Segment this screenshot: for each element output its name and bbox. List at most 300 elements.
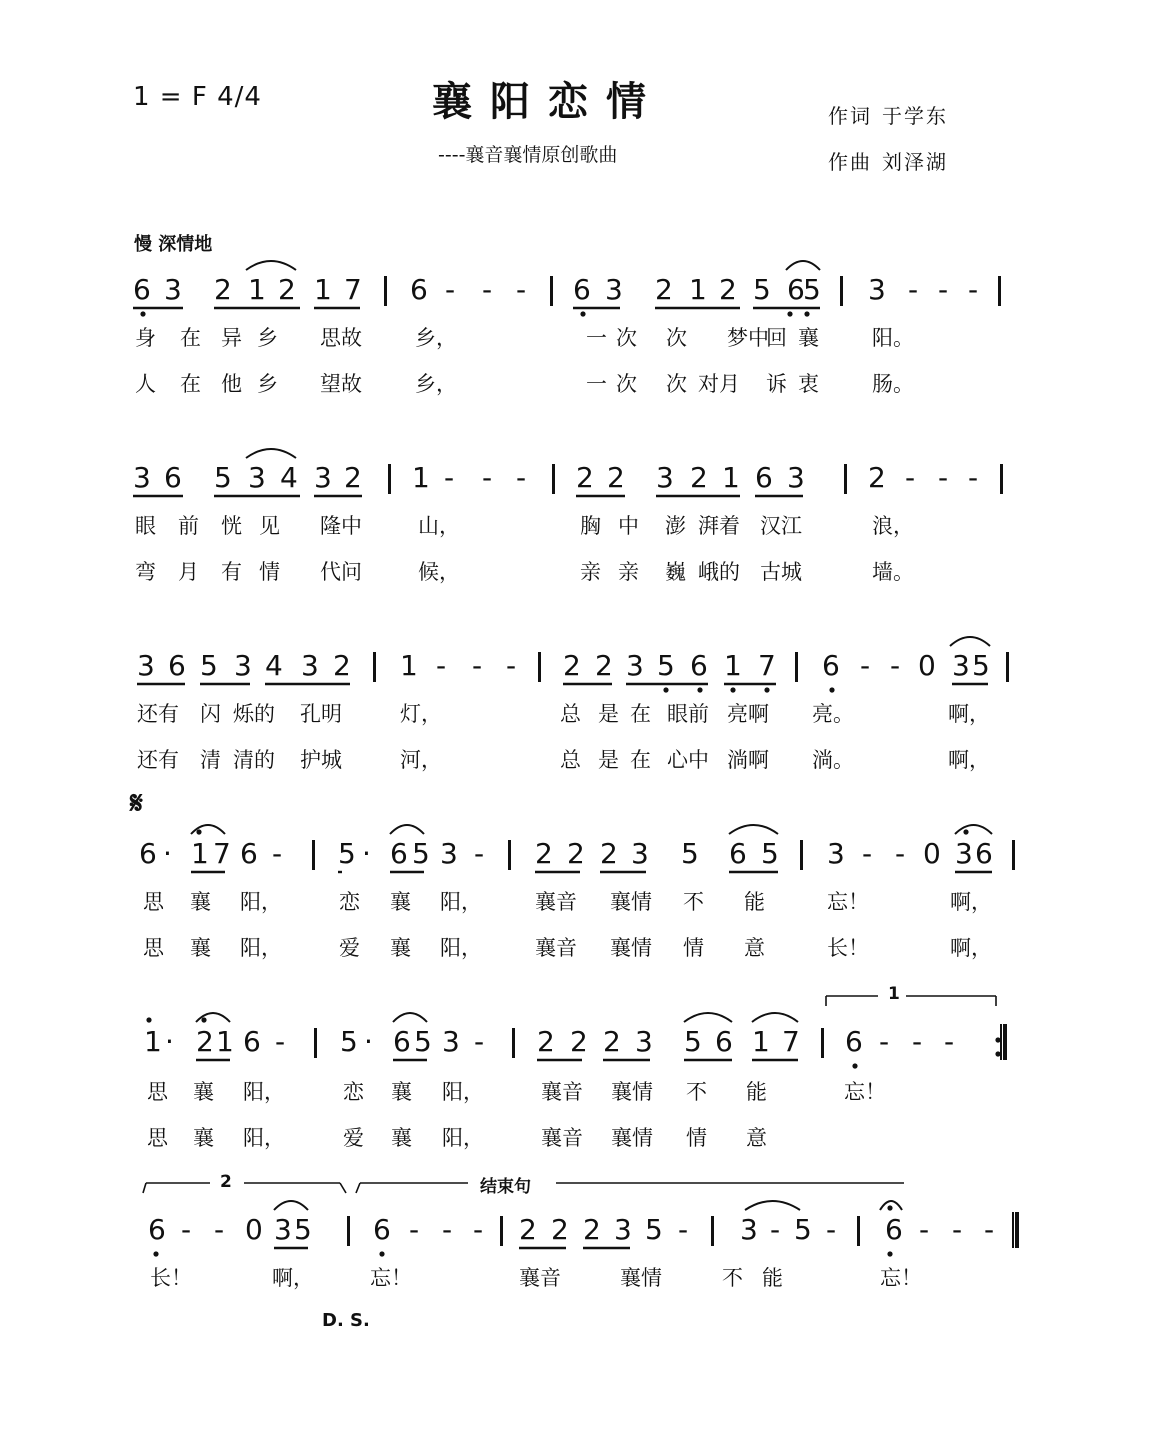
lyric-verse-1: 隆中	[320, 514, 362, 538]
low-octave-dot	[852, 1063, 857, 1068]
dash-note: -	[938, 461, 949, 494]
note: 3	[248, 461, 266, 494]
slur-arc	[729, 825, 778, 834]
note: 5	[414, 1025, 432, 1058]
lyric-verse-1: 浪，	[872, 514, 914, 538]
lyric-verse-1: 闪	[200, 702, 221, 726]
note: 5	[340, 1025, 358, 1058]
note: 6	[390, 837, 408, 870]
lyric-verse-1: 襄	[190, 890, 211, 914]
slur-arc	[955, 825, 992, 834]
lyric-verse-1: 眼前	[667, 702, 709, 726]
slur-arc	[390, 825, 424, 834]
lyric-verse-2: 乡，	[415, 372, 457, 396]
note: 3	[952, 649, 970, 682]
high-octave-dot	[201, 1017, 206, 1022]
dash-note: -	[506, 649, 517, 682]
low-octave-dot	[764, 687, 769, 692]
lyric-verse-2: 长！	[827, 936, 869, 960]
lyric-verse-2: 啊，	[948, 748, 990, 772]
note: 4	[280, 461, 298, 494]
lyric-verse-1: 阳，	[243, 1080, 285, 1104]
lyric-verse-2: 巍	[665, 560, 686, 584]
lyric-verse-2: 衷	[798, 372, 819, 396]
lyric-verse-2: 月	[178, 560, 199, 584]
note: 3	[635, 1025, 653, 1058]
note: 6	[148, 1213, 166, 1246]
lyric-verse-1: 前	[178, 514, 199, 538]
note: 5	[338, 837, 356, 870]
dash-note: -	[445, 273, 456, 306]
note: 2	[719, 273, 737, 306]
lyric-verse-2: 阳，	[440, 936, 482, 960]
note: 6	[373, 1213, 391, 1246]
dash-note: -	[826, 1213, 837, 1246]
lyric-verse-1: 襄	[391, 1080, 412, 1104]
lyric-verse-2: 襄音	[541, 1126, 583, 1150]
lyric-verse-1: 不	[722, 1266, 743, 1290]
lyric-verse-1: 襄情	[611, 1080, 653, 1104]
note: 2	[519, 1213, 537, 1246]
dash-note: -	[473, 1213, 484, 1246]
note: 1	[216, 1025, 234, 1058]
note: 5	[681, 837, 699, 870]
dash-note: -	[472, 649, 483, 682]
note: 3	[626, 649, 644, 682]
note: 6	[393, 1025, 411, 1058]
note: 6	[573, 273, 591, 306]
dash-note: -	[912, 1025, 923, 1058]
note: 5	[753, 273, 771, 306]
lyric-verse-2: 啊，	[950, 936, 992, 960]
note: ·	[362, 837, 371, 870]
volta-2-label: 2	[214, 1172, 238, 1192]
note: 3	[955, 837, 973, 870]
dash-note: -	[862, 837, 873, 870]
note: 7	[758, 649, 776, 682]
slur-arc	[393, 1013, 427, 1022]
note: 1	[314, 273, 332, 306]
note: 6	[715, 1025, 733, 1058]
lyric-verse-2: 意	[746, 1126, 767, 1150]
lyric-verse-2: 河，	[400, 748, 442, 772]
slur-arc	[274, 1201, 308, 1210]
note: 2	[868, 461, 886, 494]
note: 3	[440, 837, 458, 870]
note: 3	[787, 461, 805, 494]
lyricist-label: 作词	[828, 104, 872, 128]
note: 3	[827, 837, 845, 870]
dash-note: -	[275, 1025, 286, 1058]
repeat-dot	[995, 1051, 1000, 1056]
lyric-verse-1: 一	[586, 326, 607, 350]
slur-arc	[752, 1013, 798, 1022]
low-octave-dot	[379, 1251, 384, 1256]
lyric-verse-2: 古城	[760, 560, 802, 584]
note: 5	[684, 1025, 702, 1058]
lyric-verse-1: 阳，	[442, 1080, 484, 1104]
lyric-verse-1: 回	[766, 326, 787, 350]
lyric-verse-1: 恋	[339, 890, 360, 914]
note: 2	[333, 649, 351, 682]
lyric-verse-2: 次	[616, 372, 637, 396]
low-octave-dot	[730, 687, 735, 692]
lyric-verse-2: 思	[147, 1126, 168, 1150]
lyric-verse-1: 亮啊	[727, 702, 769, 726]
slur-arc	[196, 1013, 230, 1022]
lyric-verse-1: 湃着	[698, 514, 740, 538]
dash-note: -	[442, 1213, 453, 1246]
lyric-verse-1: 在	[630, 702, 651, 726]
dash-note: -	[516, 461, 527, 494]
dash-note: -	[181, 1213, 192, 1246]
repeat-dot	[995, 1037, 1000, 1042]
dash-note: -	[474, 837, 485, 870]
note: 6	[885, 1213, 903, 1246]
note: 1	[144, 1025, 162, 1058]
lyric-verse-1: 襄情	[620, 1266, 662, 1290]
dash-note: -	[879, 1025, 890, 1058]
lyric-verse-2: 次	[666, 372, 687, 396]
lyric-verse-2: 情	[683, 936, 704, 960]
key-signature: 1 = F 4/4	[133, 82, 262, 112]
lyric-verse-2: 阳，	[442, 1126, 484, 1150]
lyric-verse-1: 乡，	[415, 326, 457, 350]
note: 2	[196, 1025, 214, 1058]
lyric-verse-1: 阳。	[872, 326, 914, 350]
low-octave-dot	[153, 1251, 158, 1256]
dash-note: -	[890, 649, 901, 682]
lyric-verse-1: 阳，	[240, 890, 282, 914]
lyric-verse-1: 次	[616, 326, 637, 350]
note: 2	[595, 649, 613, 682]
note: 3	[301, 649, 319, 682]
dash-note: -	[968, 273, 979, 306]
note: 2	[278, 273, 296, 306]
note: 1	[191, 837, 209, 870]
note: 2	[600, 837, 618, 870]
lyric-verse-2: 清的	[233, 748, 275, 772]
note: 2	[655, 273, 673, 306]
lyric-verse-2: 诉	[766, 372, 787, 396]
note: 1	[724, 649, 742, 682]
ending-bracket-hook	[356, 1183, 360, 1193]
note: 6	[690, 649, 708, 682]
lyric-verse-2: 肠。	[872, 372, 914, 396]
low-octave-dot	[663, 687, 668, 692]
note: ·	[165, 1025, 174, 1058]
slur-arc	[246, 449, 296, 458]
note: 1	[400, 649, 418, 682]
lyric-verse-2: 爱	[339, 936, 360, 960]
lyric-verse-1: 亮。	[812, 702, 854, 726]
note: 5	[214, 461, 232, 494]
lyric-verse-2: 一	[586, 372, 607, 396]
song-title: 襄阳恋情	[432, 79, 664, 125]
low-octave-dot	[787, 311, 792, 316]
lyric-verse-1: 襄情	[610, 890, 652, 914]
lyric-verse-1: 灯，	[400, 702, 442, 726]
slur-arc	[950, 637, 990, 646]
lyric-verse-2: 候，	[418, 560, 460, 584]
lyric-verse-1: 在	[180, 326, 201, 350]
note: 7	[213, 837, 231, 870]
note: 1	[722, 461, 740, 494]
note: 5	[200, 649, 218, 682]
tempo-marking: 慢 深情地	[134, 234, 213, 255]
lyric-verse-1: 思故	[320, 326, 362, 350]
lyric-verse-1: 襄	[390, 890, 411, 914]
lyric-verse-1: 山，	[418, 514, 460, 538]
lyric-verse-1: 啊，	[950, 890, 992, 914]
lyric-verse-2: 情	[686, 1126, 707, 1150]
note: 6	[755, 461, 773, 494]
lyric-verse-1: 忘！	[370, 1266, 412, 1290]
volta-1-label: 1	[882, 984, 906, 1004]
lyric-verse-2: 亲	[618, 560, 639, 584]
lyric-verse-2: 墙。	[872, 560, 914, 584]
note: 2	[607, 461, 625, 494]
lyric-verse-1: 孔明	[300, 702, 342, 726]
note: 1	[412, 461, 430, 494]
lyric-verse-1: 思	[143, 890, 164, 914]
lyric-verse-2: 淌啊	[727, 748, 769, 772]
note: 3	[274, 1213, 292, 1246]
lyric-verse-1: 思	[147, 1080, 168, 1104]
note: 3	[164, 273, 182, 306]
lyric-verse-2: 意	[744, 936, 765, 960]
note: 5	[794, 1213, 812, 1246]
high-octave-dot	[146, 1017, 151, 1022]
lyric-verse-1: 是	[598, 702, 619, 726]
note: 3	[740, 1213, 758, 1246]
lyric-verse-2: 他	[221, 372, 242, 396]
low-octave-dot	[829, 687, 834, 692]
note: 1	[752, 1025, 770, 1058]
lyric-verse-2: 人	[135, 372, 156, 396]
dash-note: -	[938, 273, 949, 306]
lyric-verse-1: 阳，	[440, 890, 482, 914]
lyric-verse-1: 襄音	[541, 1080, 583, 1104]
lyric-verse-2: 思	[143, 936, 164, 960]
note: 7	[344, 273, 362, 306]
note: ·	[364, 1025, 373, 1058]
dash-note: -	[905, 461, 916, 494]
dash-note: -	[952, 1213, 963, 1246]
note: 0	[245, 1213, 263, 1246]
high-octave-dot	[196, 829, 201, 834]
note: 3	[314, 461, 332, 494]
low-octave-dot	[140, 311, 145, 316]
note: 4	[265, 649, 283, 682]
lyric-verse-2: 情	[259, 560, 280, 584]
lyric-verse-1: 胸	[580, 514, 601, 538]
segno-sign: 𝄋	[130, 786, 143, 821]
lyric-verse-1: 啊，	[948, 702, 990, 726]
dash-note: -	[944, 1025, 955, 1058]
lyric-verse-1: 襄	[193, 1080, 214, 1104]
high-octave-dot	[963, 829, 968, 834]
lyric-verse-1: 还有	[137, 702, 179, 726]
dash-note: -	[409, 1213, 420, 1246]
note: 3	[614, 1213, 632, 1246]
lyric-verse-2: 淌。	[812, 748, 854, 772]
note: 2	[576, 461, 594, 494]
lyric-verse-1: 梦中	[727, 326, 769, 350]
lyric-verse-1: 乡	[257, 326, 278, 350]
note: ·	[163, 837, 172, 870]
lyric-verse-1: 忘！	[827, 890, 869, 914]
slur-arc	[246, 261, 296, 270]
note: 6	[787, 273, 805, 306]
dash-note: -	[482, 273, 493, 306]
low-octave-dot	[804, 311, 809, 316]
lyric-verse-1: 澎	[665, 514, 686, 538]
note: 3	[605, 273, 623, 306]
lyric-verse-2: 乡	[257, 372, 278, 396]
lyric-verse-1: 忘！	[880, 1266, 922, 1290]
dash-note: -	[214, 1213, 225, 1246]
note: 6	[975, 837, 993, 870]
lyricist-name: 于学东	[882, 104, 948, 128]
note: 3	[631, 837, 649, 870]
note: 2	[563, 649, 581, 682]
slur-arc	[684, 1013, 732, 1022]
note: 6	[164, 461, 182, 494]
lyric-verse-1: 烁的	[233, 702, 275, 726]
note: 2	[214, 273, 232, 306]
lyric-verse-2: 襄情	[611, 1126, 653, 1150]
note: 1	[248, 273, 266, 306]
slur-arc	[745, 1201, 800, 1210]
lyric-verse-2: 是	[598, 748, 619, 772]
note: 5	[645, 1213, 663, 1246]
note: 2	[535, 837, 553, 870]
song-subtitle: ----襄音襄情原创歌曲	[438, 144, 618, 166]
dash-note: -	[474, 1025, 485, 1058]
lyric-verse-2: 爱	[343, 1126, 364, 1150]
lyric-verse-2: 襄情	[610, 936, 652, 960]
dash-note: -	[436, 649, 447, 682]
note: 6	[139, 837, 157, 870]
lyric-verse-1: 襄音	[519, 1266, 561, 1290]
composer-name: 刘泽湖	[882, 150, 948, 174]
low-octave-dot	[580, 311, 585, 316]
dash-note: -	[984, 1213, 995, 1246]
low-octave-dot	[697, 687, 702, 692]
dash-note: -	[516, 273, 527, 306]
note: 2	[583, 1213, 601, 1246]
note: 2	[537, 1025, 555, 1058]
lyric-verse-1: 襄音	[535, 890, 577, 914]
note: 3	[442, 1025, 460, 1058]
lyric-verse-2: 襄音	[535, 936, 577, 960]
note: 6	[240, 837, 258, 870]
note: 2	[570, 1025, 588, 1058]
lyric-verse-2: 襄	[390, 936, 411, 960]
lyric-verse-2: 清	[200, 748, 221, 772]
note: 7	[782, 1025, 800, 1058]
lyric-verse-2: 在	[180, 372, 201, 396]
dash-note: -	[919, 1213, 930, 1246]
dash-note: -	[444, 461, 455, 494]
lyric-verse-2: 还有	[137, 748, 179, 772]
lyric-verse-1: 不	[686, 1080, 707, 1104]
lyric-verse-2: 对月	[698, 372, 740, 396]
lyric-verse-2: 峨的	[698, 560, 740, 584]
lyric-verse-2: 有	[221, 560, 242, 584]
high-octave-dot	[887, 1205, 892, 1210]
lyric-verse-1: 眼	[135, 514, 156, 538]
note: 2	[603, 1025, 621, 1058]
note: 3	[656, 461, 674, 494]
note: 2	[344, 461, 362, 494]
lyric-verse-2: 在	[630, 748, 651, 772]
lyric-verse-2: 弯	[135, 560, 156, 584]
lyric-verse-1: 总	[560, 702, 581, 726]
lyric-verse-2: 阳，	[243, 1126, 285, 1150]
note: 3	[133, 461, 151, 494]
note: 6	[822, 649, 840, 682]
lyric-verse-1: 异	[221, 326, 242, 350]
lyric-verse-2: 襄	[391, 1126, 412, 1150]
volta-2-bracket-hook	[143, 1183, 146, 1193]
lyric-verse-2: 护城	[300, 748, 342, 772]
note: 6	[243, 1025, 261, 1058]
lyric-verse-1: 恍	[221, 514, 242, 538]
lyric-verse-2: 总	[560, 748, 581, 772]
lyric-verse-2: 阳，	[240, 936, 282, 960]
note: 6	[133, 273, 151, 306]
note: 5	[761, 837, 779, 870]
lyric-verse-2: 心中	[667, 748, 709, 772]
note: 5	[412, 837, 430, 870]
note: 0	[918, 649, 936, 682]
note: 6	[729, 837, 747, 870]
lyric-verse-1: 能	[746, 1080, 767, 1104]
volta-2-bracket-hook	[340, 1183, 346, 1193]
note: 3	[234, 649, 252, 682]
note: 5	[294, 1213, 312, 1246]
composer-label: 作曲	[828, 150, 872, 174]
lyric-verse-1: 不	[683, 890, 704, 914]
dash-note: -	[895, 837, 906, 870]
lyric-verse-1: 襄	[798, 326, 819, 350]
note: 5	[972, 649, 990, 682]
lyric-verse-2: 襄	[190, 936, 211, 960]
low-octave-dot	[887, 1251, 892, 1256]
lyric-verse-1: 啊，	[272, 1266, 314, 1290]
dash-note: -	[272, 837, 283, 870]
note: 3	[868, 273, 886, 306]
dash-note: -	[908, 273, 919, 306]
note: 5	[803, 273, 821, 306]
note: 6	[410, 273, 428, 306]
lyric-verse-1: 忘！	[844, 1080, 886, 1104]
lyric-verse-1: 能	[762, 1266, 783, 1290]
note: 3	[137, 649, 155, 682]
note: 1	[689, 273, 707, 306]
ds-marking: D. S.	[322, 1310, 370, 1331]
lyric-verse-1: 汉江	[760, 514, 802, 538]
lyric-verse-1: 次	[666, 326, 687, 350]
note: 0	[923, 837, 941, 870]
lyric-verse-1: 见	[259, 514, 280, 538]
lyric-verse-2: 代问	[320, 560, 362, 584]
lyric-verse-2: 亲	[580, 560, 601, 584]
lyric-verse-2: 望故	[320, 372, 362, 396]
lyric-verse-1: 身	[135, 326, 156, 350]
